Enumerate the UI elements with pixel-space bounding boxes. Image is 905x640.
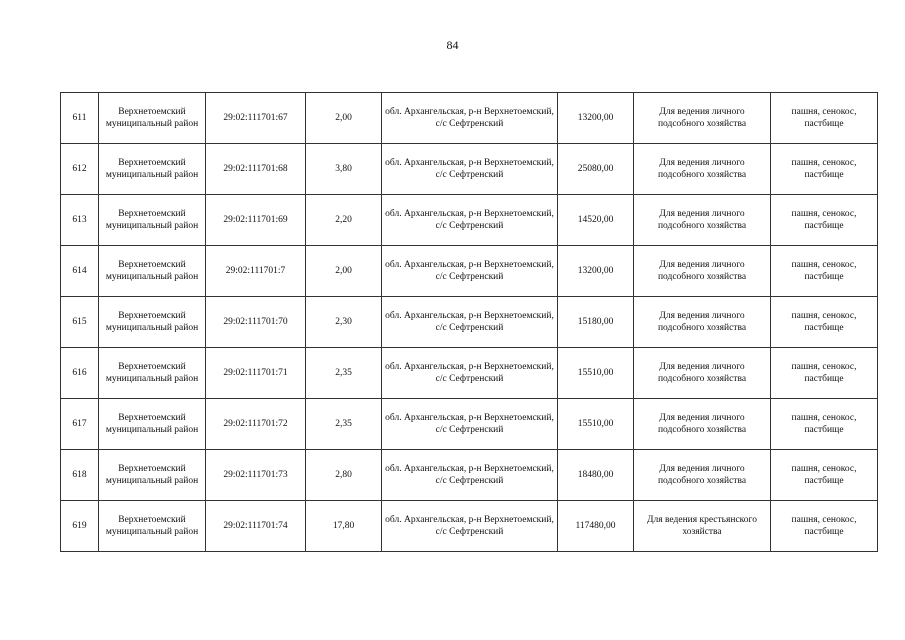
row-number-cell: 619: [61, 501, 99, 552]
area-cell: 2,80: [306, 450, 382, 501]
cadastral-value-cell: 15510,00: [558, 348, 634, 399]
district-cell: Верхнетоемский муниципальный район: [99, 297, 206, 348]
land-usage-cell: пашня, сенокос, пастбище: [771, 195, 878, 246]
land-usage-cell: пашня, сенокос, пастбище: [771, 501, 878, 552]
row-number-cell: 614: [61, 246, 99, 297]
table-row: [61, 399, 878, 450]
permitted-use-cell: Для ведения личного подсобного хозяйства: [634, 246, 771, 297]
permitted-use-cell: Для ведения личного подсобного хозяйства: [634, 93, 771, 144]
permitted-use-cell: Для ведения личного подсобного хозяйства: [634, 450, 771, 501]
land-usage-cell: пашня, сенокос, пастбище: [771, 93, 878, 144]
land-usage-cell: пашня, сенокос, пастбище: [771, 399, 878, 450]
address-cell: обл. Архангельская, р-н Верхнетоемский, с/с Сефтренский: [382, 399, 558, 450]
permitted-use-cell: Для ведения личного подсобного хозяйства: [634, 399, 771, 450]
area-cell: 2,00: [306, 246, 382, 297]
table-body: [61, 93, 878, 552]
table-row: [61, 450, 878, 501]
cadastral-number-cell: 29:02:111701:67: [206, 93, 306, 144]
page-number: 84: [446, 38, 459, 52]
district-cell: Верхнетоемский муниципальный район: [99, 501, 206, 552]
cadastral-number-cell: 29:02:111701:71: [206, 348, 306, 399]
cadastral-value-cell: 25080,00: [558, 144, 634, 195]
land-usage-cell: пашня, сенокос, пастбище: [771, 450, 878, 501]
row-number-cell: 617: [61, 399, 99, 450]
cadastral-number-cell: 29:02:111701:72: [206, 399, 306, 450]
land-usage-cell: пашня, сенокос, пастбище: [771, 348, 878, 399]
permitted-use-cell: Для ведения личного подсобного хозяйства: [634, 195, 771, 246]
cadastral-number-cell: 29:02:111701:7: [206, 246, 306, 297]
district-cell: Верхнетоемский муниципальный район: [99, 195, 206, 246]
table-row: [61, 246, 878, 297]
cadastral-value-cell: 13200,00: [558, 93, 634, 144]
permitted-use-cell: Для ведения личного подсобного хозяйства: [634, 348, 771, 399]
area-cell: 2,30: [306, 297, 382, 348]
cadastral-number-cell: 29:02:111701:73: [206, 450, 306, 501]
land-usage-cell: пашня, сенокос, пастбище: [771, 297, 878, 348]
row-number-cell: 613: [61, 195, 99, 246]
area-cell: 3,80: [306, 144, 382, 195]
address-cell: обл. Архангельская, р-н Верхнетоемский, с/с Сефтренский: [382, 501, 558, 552]
cadastral-number-cell: 29:02:111701:68: [206, 144, 306, 195]
permitted-use-cell: Для ведения личного подсобного хозяйства: [634, 144, 771, 195]
table-row: [61, 144, 878, 195]
cadastral-value-cell: 15510,00: [558, 399, 634, 450]
cadastral-value-cell: 14520,00: [558, 195, 634, 246]
district-cell: Верхнетоемский муниципальный район: [99, 450, 206, 501]
area-cell: 17,80: [306, 501, 382, 552]
district-cell: Верхнетоемский муниципальный район: [99, 93, 206, 144]
table-row: [61, 297, 878, 348]
address-cell: обл. Архангельская, р-н Верхнетоемский, с/с Сефтренский: [382, 297, 558, 348]
land-usage-cell: пашня, сенокос, пастбище: [771, 144, 878, 195]
address-cell: обл. Архангельская, р-н Верхнетоемский, с/с Сефтренский: [382, 195, 558, 246]
land-usage-cell: пашня, сенокос, пастбище: [771, 246, 878, 297]
area-cell: 2,35: [306, 399, 382, 450]
table-row: [61, 501, 878, 552]
cadastral-value-cell: 18480,00: [558, 450, 634, 501]
address-cell: обл. Архангельская, р-н Верхнетоемский, с/с Сефтренский: [382, 93, 558, 144]
table-row: [61, 348, 878, 399]
table-row: [61, 93, 878, 144]
district-cell: Верхнетоемский муниципальный район: [99, 348, 206, 399]
area-cell: 2,00: [306, 93, 382, 144]
cadastral-value-cell: 15180,00: [558, 297, 634, 348]
district-cell: Верхнетоемский муниципальный район: [99, 144, 206, 195]
address-cell: обл. Архангельская, р-н Верхнетоемский, с/с Сефтренский: [382, 144, 558, 195]
cadastral-number-cell: 29:02:111701:69: [206, 195, 306, 246]
district-cell: Верхнетоемский муниципальный район: [99, 246, 206, 297]
cadastral-value-cell: 13200,00: [558, 246, 634, 297]
row-number-cell: 616: [61, 348, 99, 399]
table-row: [61, 195, 878, 246]
address-cell: обл. Архангельская, р-н Верхнетоемский, с/с Сефтренский: [382, 348, 558, 399]
area-cell: 2,35: [306, 348, 382, 399]
land-registry-table: [60, 92, 878, 552]
row-number-cell: 611: [61, 93, 99, 144]
cadastral-number-cell: 29:02:111701:70: [206, 297, 306, 348]
row-number-cell: 612: [61, 144, 99, 195]
row-number-cell: 618: [61, 450, 99, 501]
area-cell: 2,20: [306, 195, 382, 246]
address-cell: обл. Архангельская, р-н Верхнетоемский, с/с Сефтренский: [382, 246, 558, 297]
district-cell: Верхнетоемский муниципальный район: [99, 399, 206, 450]
permitted-use-cell: Для ведения личного подсобного хозяйства: [634, 297, 771, 348]
cadastral-number-cell: 29:02:111701:74: [206, 501, 306, 552]
address-cell: обл. Архангельская, р-н Верхнетоемский, с/с Сефтренский: [382, 450, 558, 501]
cadastral-value-cell: 117480,00: [558, 501, 634, 552]
permitted-use-cell: Для ведения крестьянского хозяйства: [634, 501, 771, 552]
row-number-cell: 615: [61, 297, 99, 348]
